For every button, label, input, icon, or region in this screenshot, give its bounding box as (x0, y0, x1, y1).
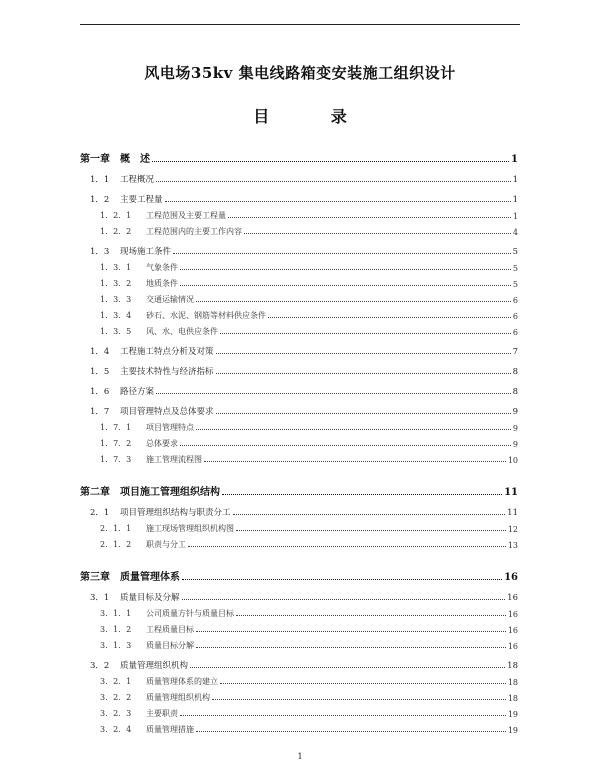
toc-entry[interactable] (80, 357, 518, 377)
toc-entry-page: 10 (507, 456, 518, 465)
toc-entry-title: 主要工程量 (120, 195, 163, 205)
toc-entry-label (100, 624, 194, 635)
toc-entry-label (100, 608, 234, 619)
dot-leader (222, 494, 502, 495)
dot-leader (220, 333, 511, 334)
toc-entry-number: 1．2．1 (100, 211, 132, 220)
dot-leader (180, 715, 506, 716)
toc-entry-number: 1．5 (90, 367, 110, 377)
toc-entry-title: 质量管理体系的建立 (146, 677, 218, 686)
toc-entry-number: 3．2 (90, 661, 110, 671)
toc-entry-page: 19 (507, 710, 518, 719)
toc-entry-label (100, 294, 194, 305)
toc-entry-title: 概 述 (120, 154, 150, 165)
toc-entry[interactable] (80, 305, 518, 321)
toc-entry-number: 3．2．1 (100, 677, 132, 686)
toc-entry-title: 工程质量目标 (146, 625, 194, 634)
toc-entry-page: 12 (507, 525, 518, 534)
toc-entry-page: 7 (512, 347, 518, 357)
toc-entry-title: 路径方案 (120, 387, 155, 397)
toc-entry-label (80, 150, 150, 165)
toc-entry-label (100, 539, 186, 550)
toc-entry-label (90, 245, 171, 257)
toc-entry-title: 主要技术特性与经济指标 (120, 367, 214, 377)
dot-leader (196, 429, 511, 430)
toc-entry-number: 1．3．2 (100, 279, 132, 288)
toc-entry[interactable] (80, 518, 518, 534)
toc-entry[interactable] (80, 703, 518, 719)
toc-entry-page: 18 (507, 694, 518, 703)
toc-entry-number: 1．1 (90, 175, 110, 185)
toc-entry-label (90, 345, 214, 357)
toc-entry-page: 9 (512, 440, 518, 449)
toc-entry[interactable] (80, 498, 518, 518)
dot-leader (156, 181, 511, 182)
toc-entry[interactable] (80, 165, 518, 185)
toc-entry-title: 质量管理体系 (120, 572, 180, 583)
toc-entry-page: 16 (504, 572, 518, 583)
toc-entry-page: 11 (504, 487, 518, 498)
toc-entry[interactable] (80, 583, 518, 603)
dot-leader (180, 285, 511, 286)
toc-entry-number: 第一章 (80, 154, 110, 165)
toc-entry-number: 1．7．3 (100, 455, 132, 464)
toc-entry-number: 1．7 (90, 407, 110, 417)
dot-leader (244, 233, 511, 234)
toc-entry-title: 地质条件 (146, 279, 178, 288)
toc-entry-page: 8 (512, 387, 518, 397)
toc-entry-label (100, 692, 210, 703)
dot-leader (216, 413, 511, 414)
toc-entry-title: 施工现场管理组织机构图 (146, 524, 234, 533)
toc-entry-number: 2．1 (90, 508, 110, 518)
dot-leader (165, 201, 511, 202)
toc-entry-number: 1．3．3 (100, 295, 132, 304)
toc-chapter-entry[interactable] (80, 562, 518, 583)
toc-entry-page: 1 (512, 175, 518, 185)
page-number: 1 (297, 752, 303, 761)
toc-entry-title: 工程范围内的主要工作内容 (146, 227, 242, 236)
toc-entry-page: 19 (507, 726, 518, 735)
toc-entry-page: 16 (507, 593, 518, 603)
toc-entry-page: 9 (512, 407, 518, 417)
dot-leader (196, 301, 511, 302)
toc-entry-label (100, 210, 226, 221)
toc-entry-number: 1．7．2 (100, 439, 132, 448)
toc-entry-title: 现场施工条件 (120, 247, 172, 257)
toc-heading: 目 录 (253, 107, 375, 126)
dot-leader (216, 373, 511, 374)
toc-entry-label (100, 454, 202, 465)
toc-entry-number: 1．2 (90, 195, 110, 205)
toc-entry[interactable] (80, 289, 518, 305)
toc-entry-number: 3．2．4 (100, 725, 132, 734)
toc-entry-page: 13 (507, 541, 518, 550)
toc-entry[interactable] (80, 687, 518, 703)
toc-entry-number: 1．7．1 (100, 423, 132, 432)
toc-entry-label (90, 591, 180, 603)
toc-entry-page: 6 (512, 312, 518, 321)
dot-leader (188, 546, 506, 547)
toc-entry[interactable] (80, 321, 518, 337)
document-title: 风电场35kv 集电线路箱变安装施工组织设计 (144, 64, 456, 82)
toc-entry-title: 风、水、电供应条件 (146, 327, 218, 336)
toc-entry-label (100, 278, 178, 289)
toc-entry-label (90, 365, 214, 377)
toc-entry-title: 质量管理组织机构 (146, 693, 210, 702)
toc-entry[interactable] (80, 635, 518, 651)
toc-entry-number: 3．2．2 (100, 693, 132, 702)
toc-entry-number: 3．1 (90, 593, 110, 603)
toc-entry[interactable] (80, 237, 518, 257)
toc-entry-label (100, 326, 218, 337)
dot-leader (236, 615, 506, 616)
toc-entry-number: 3．2．3 (100, 709, 132, 718)
toc-entry[interactable] (80, 719, 518, 735)
toc-entry-page: 5 (512, 264, 518, 273)
toc-entry-title: 质量管理措施 (146, 725, 194, 734)
toc-entry-label (100, 226, 242, 237)
toc-entry[interactable] (80, 257, 518, 273)
toc-entry[interactable] (80, 205, 518, 221)
dot-leader (196, 731, 506, 732)
dot-leader (156, 393, 511, 394)
toc-entry-page: 5 (512, 247, 518, 257)
toc-entry-number: 2．1．2 (100, 540, 132, 549)
toc-entry[interactable] (80, 603, 518, 619)
toc-entry-number: 2．1．1 (100, 524, 132, 533)
toc-entry-title: 工程范围及主要工程量 (146, 211, 226, 220)
toc-entry-number: 1．4 (90, 347, 110, 357)
toc-entry-title: 项目管理组织结构与职责分工 (120, 508, 231, 518)
toc-entry-number: 1．3．4 (100, 311, 132, 320)
toc-entry-number: 1．3．1 (100, 263, 132, 272)
toc-entry[interactable] (80, 377, 518, 397)
toc-entry-title: 质量管理组织机构 (120, 661, 189, 671)
toc-entry-title: 公司质量方针与质量目标 (146, 609, 234, 618)
toc-entry-label (80, 568, 180, 583)
toc-entry-label (100, 422, 194, 433)
toc-entry-page: 1 (512, 212, 518, 221)
toc-entry-number: 3．1．3 (100, 641, 132, 650)
toc-entry[interactable] (80, 651, 518, 671)
toc-entry-label (90, 193, 163, 205)
toc-entry-label (90, 385, 154, 397)
dot-leader (233, 514, 506, 515)
toc-entry-title: 交通运输情况 (146, 295, 194, 304)
dot-leader (182, 579, 502, 580)
toc-entry-label (90, 659, 188, 671)
toc-entry[interactable] (80, 534, 518, 550)
toc-entry-label (90, 173, 154, 185)
toc-entry-page: 8 (512, 367, 518, 377)
dot-leader (173, 253, 511, 254)
toc-entry-title: 砂石、水泥、钢筋等材料供应条件 (146, 311, 266, 320)
toc-entry[interactable] (80, 417, 518, 433)
toc-entry-title: 职责与分工 (146, 540, 186, 549)
toc-entry-number: 1．2．2 (100, 227, 132, 236)
dot-leader (182, 599, 506, 600)
toc-entry[interactable] (80, 619, 518, 635)
toc-entry-title: 工程概况 (120, 175, 155, 185)
toc-entry-page: 4 (512, 228, 518, 237)
toc-entry-number: 1．6 (90, 387, 110, 397)
toc-entry-page: 6 (512, 296, 518, 305)
table-of-contents (80, 144, 518, 735)
toc-entry-title: 主要职责 (146, 709, 178, 718)
toc-entry-number: 第二章 (80, 487, 110, 498)
dot-leader (190, 667, 505, 668)
toc-entry-label (100, 708, 178, 719)
toc-entry-label (80, 483, 220, 498)
toc-entry[interactable] (80, 449, 518, 465)
toc-entry-title: 质量目标及分解 (120, 593, 180, 603)
toc-entry-page: 5 (512, 280, 518, 289)
toc-entry-page: 16 (507, 642, 518, 651)
toc-entry-page: 6 (512, 328, 518, 337)
dot-leader (212, 699, 506, 700)
toc-entry-label (90, 405, 214, 417)
header-rule (80, 24, 520, 25)
toc-entry-label (100, 310, 266, 321)
toc-entry-number: 3．1．2 (100, 625, 132, 634)
toc-entry-title: 质量目标分解 (146, 641, 194, 650)
toc-entry[interactable] (80, 185, 518, 205)
toc-entry-title: 项目施工管理组织结构 (120, 487, 220, 498)
toc-chapter-entry[interactable] (80, 477, 518, 498)
toc-entry-page: 18 (507, 661, 518, 671)
dot-leader (204, 461, 506, 462)
toc-entry[interactable] (80, 397, 518, 417)
toc-entry-number: 1．3．5 (100, 327, 132, 336)
toc-entry-title: 气象条件 (146, 263, 178, 272)
dot-leader (216, 353, 511, 354)
toc-entry[interactable] (80, 433, 518, 449)
toc-entry-number: 第三章 (80, 572, 110, 583)
dot-leader (236, 530, 506, 531)
toc-entry-title: 项目管理特点 (146, 423, 194, 432)
toc-entry-title: 工程施工特点分析及对策 (120, 347, 214, 357)
toc-chapter-entry[interactable] (80, 144, 518, 165)
toc-entry-number: 3．1．1 (100, 609, 132, 618)
toc-entry-label (100, 724, 194, 735)
toc-entry-page: 16 (507, 626, 518, 635)
dot-leader (268, 317, 511, 318)
dot-leader (180, 269, 511, 270)
toc-entry[interactable] (80, 671, 518, 687)
toc-entry-page: 1 (512, 195, 518, 205)
toc-entry-label (90, 506, 231, 518)
dot-leader (196, 647, 506, 648)
dot-leader (180, 445, 511, 446)
toc-entry-title: 项目管理特点及总体要求 (120, 407, 214, 417)
toc-entry-page: 11 (507, 508, 518, 518)
toc-entry-title: 施工管理流程图 (146, 455, 202, 464)
toc-entry-page: 16 (507, 610, 518, 619)
toc-entry-number: 1．3 (90, 247, 110, 257)
toc-entry-page: 9 (512, 424, 518, 433)
toc-entry-label (100, 640, 194, 651)
toc-entry[interactable] (80, 221, 518, 237)
dot-leader (220, 683, 506, 684)
dot-leader (152, 161, 509, 162)
dot-leader (196, 631, 506, 632)
toc-entry[interactable] (80, 337, 518, 357)
toc-entry-label (100, 438, 178, 449)
dot-leader (228, 217, 511, 218)
toc-entry-label (100, 676, 218, 687)
toc-entry-label (100, 262, 178, 273)
toc-entry-title: 总体要求 (146, 439, 178, 448)
toc-entry-page: 18 (507, 678, 518, 687)
toc-entry-page: 1 (511, 154, 518, 165)
toc-entry-label (100, 523, 234, 534)
toc-entry[interactable] (80, 273, 518, 289)
